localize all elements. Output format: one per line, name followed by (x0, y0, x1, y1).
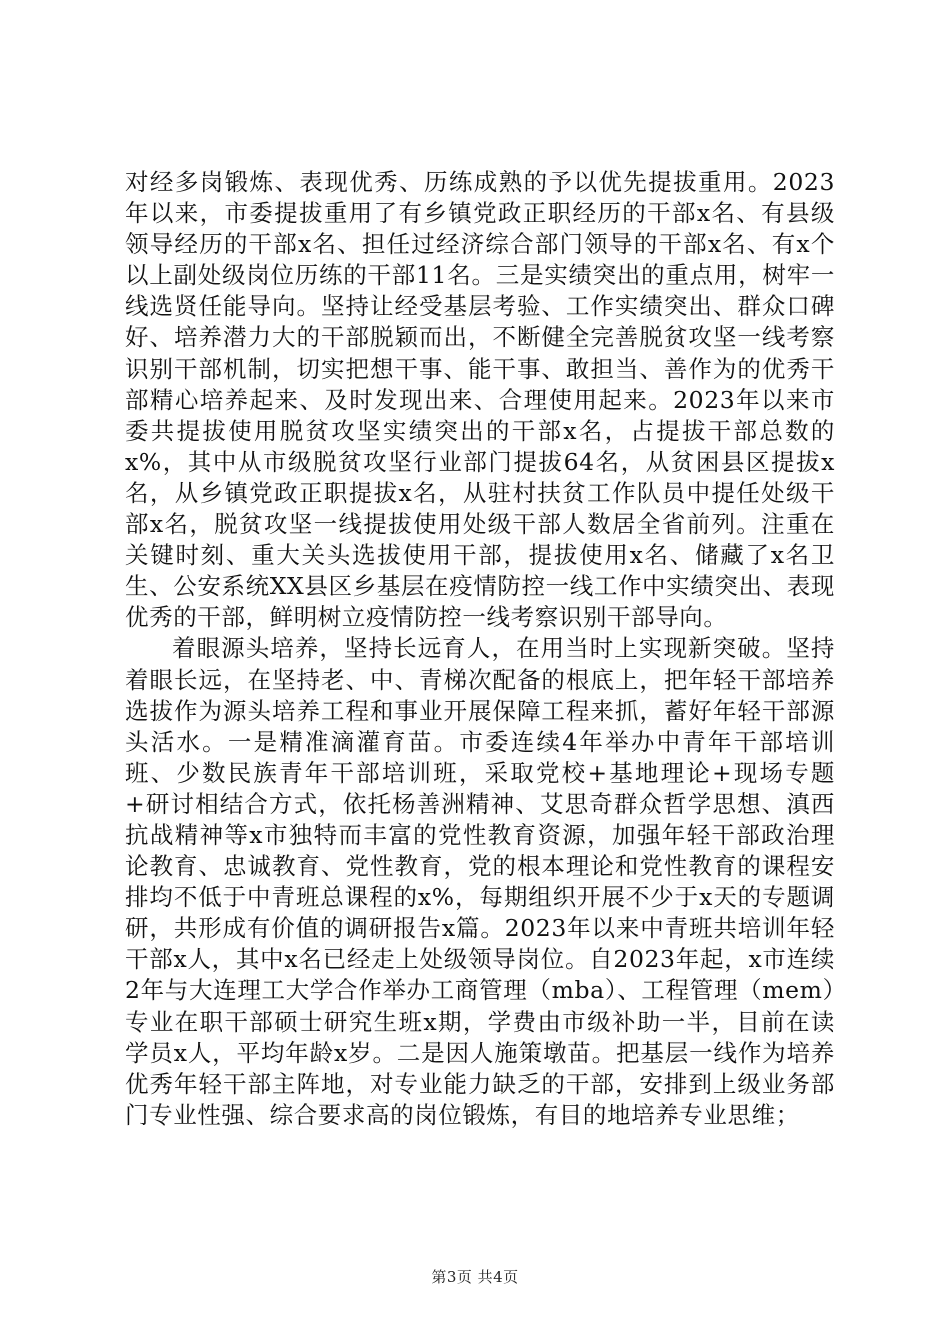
page-footer: 第3页 共4页 (431, 1268, 519, 1286)
paragraph-1: 对经多岗锻炼、表现优秀、历练成熟的予以优先提拔重用。2023年以来，市委提拔重用了有乡镇党政正职经历的干部x名、有县级领导经历的干部x名、担任过经济综合部门领导的干部x名、有x个以上副处级岗位历练的干部11名。三是实绩突出的重点用，树牢一线选贤任能导向。坚持让经受基层考验、工作实绩突出、群众口碑好、培养潜力大的干部脱颖而出，不断健全完善脱贫攻坚一线考察识别干部机制，切实把想干事、能干事、敢担当、善作为的优秀干部精心培养起来、及时发现出来、合理使用起来。2023年以来市委共提拔使用脱贫攻坚实绩突出的干部x名，占提拔干部总数的x%，其中从市级脱贫攻坚行业部门提拔64名，从贫困县区提拔x名，从乡镇党政正职提拔x名，从驻村扶贫工作队员中提任处级干部x名，脱贫攻坚一线提拔使用处级干部人数居全省前列。注重在关键时刻、重大关头选拔使用干部，提拔使用x名、储藏了x名卫生、公安系统XX县区乡基层在疫情防控一线工作中实绩突出、表现优秀的干部，鲜明树立疫情防控一线考察识别干部导向。 (125, 168, 835, 632)
document-body (125, 167, 835, 1131)
paragraph-2: 着眼源头培养，坚持长远育人，在用当时上实现新突破。坚持着眼长远，在坚持老、中、青梯次配备的根底上，把年轻干部培养选拔作为源头培养工程和事业开展保障工程来抓，蓄好年轻干部源头活水。一是精准滴灌育苗。市委连续4年举办中青年干部培训班、少数民族青年干部培训班，采取党校+基地理论+现场专题+研讨相结合方式，依托杨善洲精神、艾思奇群众哲学思想、滇西抗战精神等x市独特而丰富的党性教育资源，加强年轻干部政治理论教育、忠诚教育、党性教育，党的根本理论和党性教育的课程安排均不低于中青班总课程的x%，每期组织开展不少于x天的专题调研，共形成有价值的调研报告x篇。2023年以来中青班共培训年轻干部x人，其中x名已经走上处级领导岗位。自2023年起，x市连续2年与大连理工大学合作举办工商管理（mba）、工程管理（mem）专业在职干部硕士研究生班x期，学费由市级补助一半，目前在读学员x人，平均年龄x岁。二是因人施策墩苗。把基层一线作为培养优秀年轻干部主阵地，对专业能力缺乏的干部，安排到上级业务部门专业性强、综合要求高的岗位锻炼，有目的地培养专业思维； (125, 634, 835, 1129)
